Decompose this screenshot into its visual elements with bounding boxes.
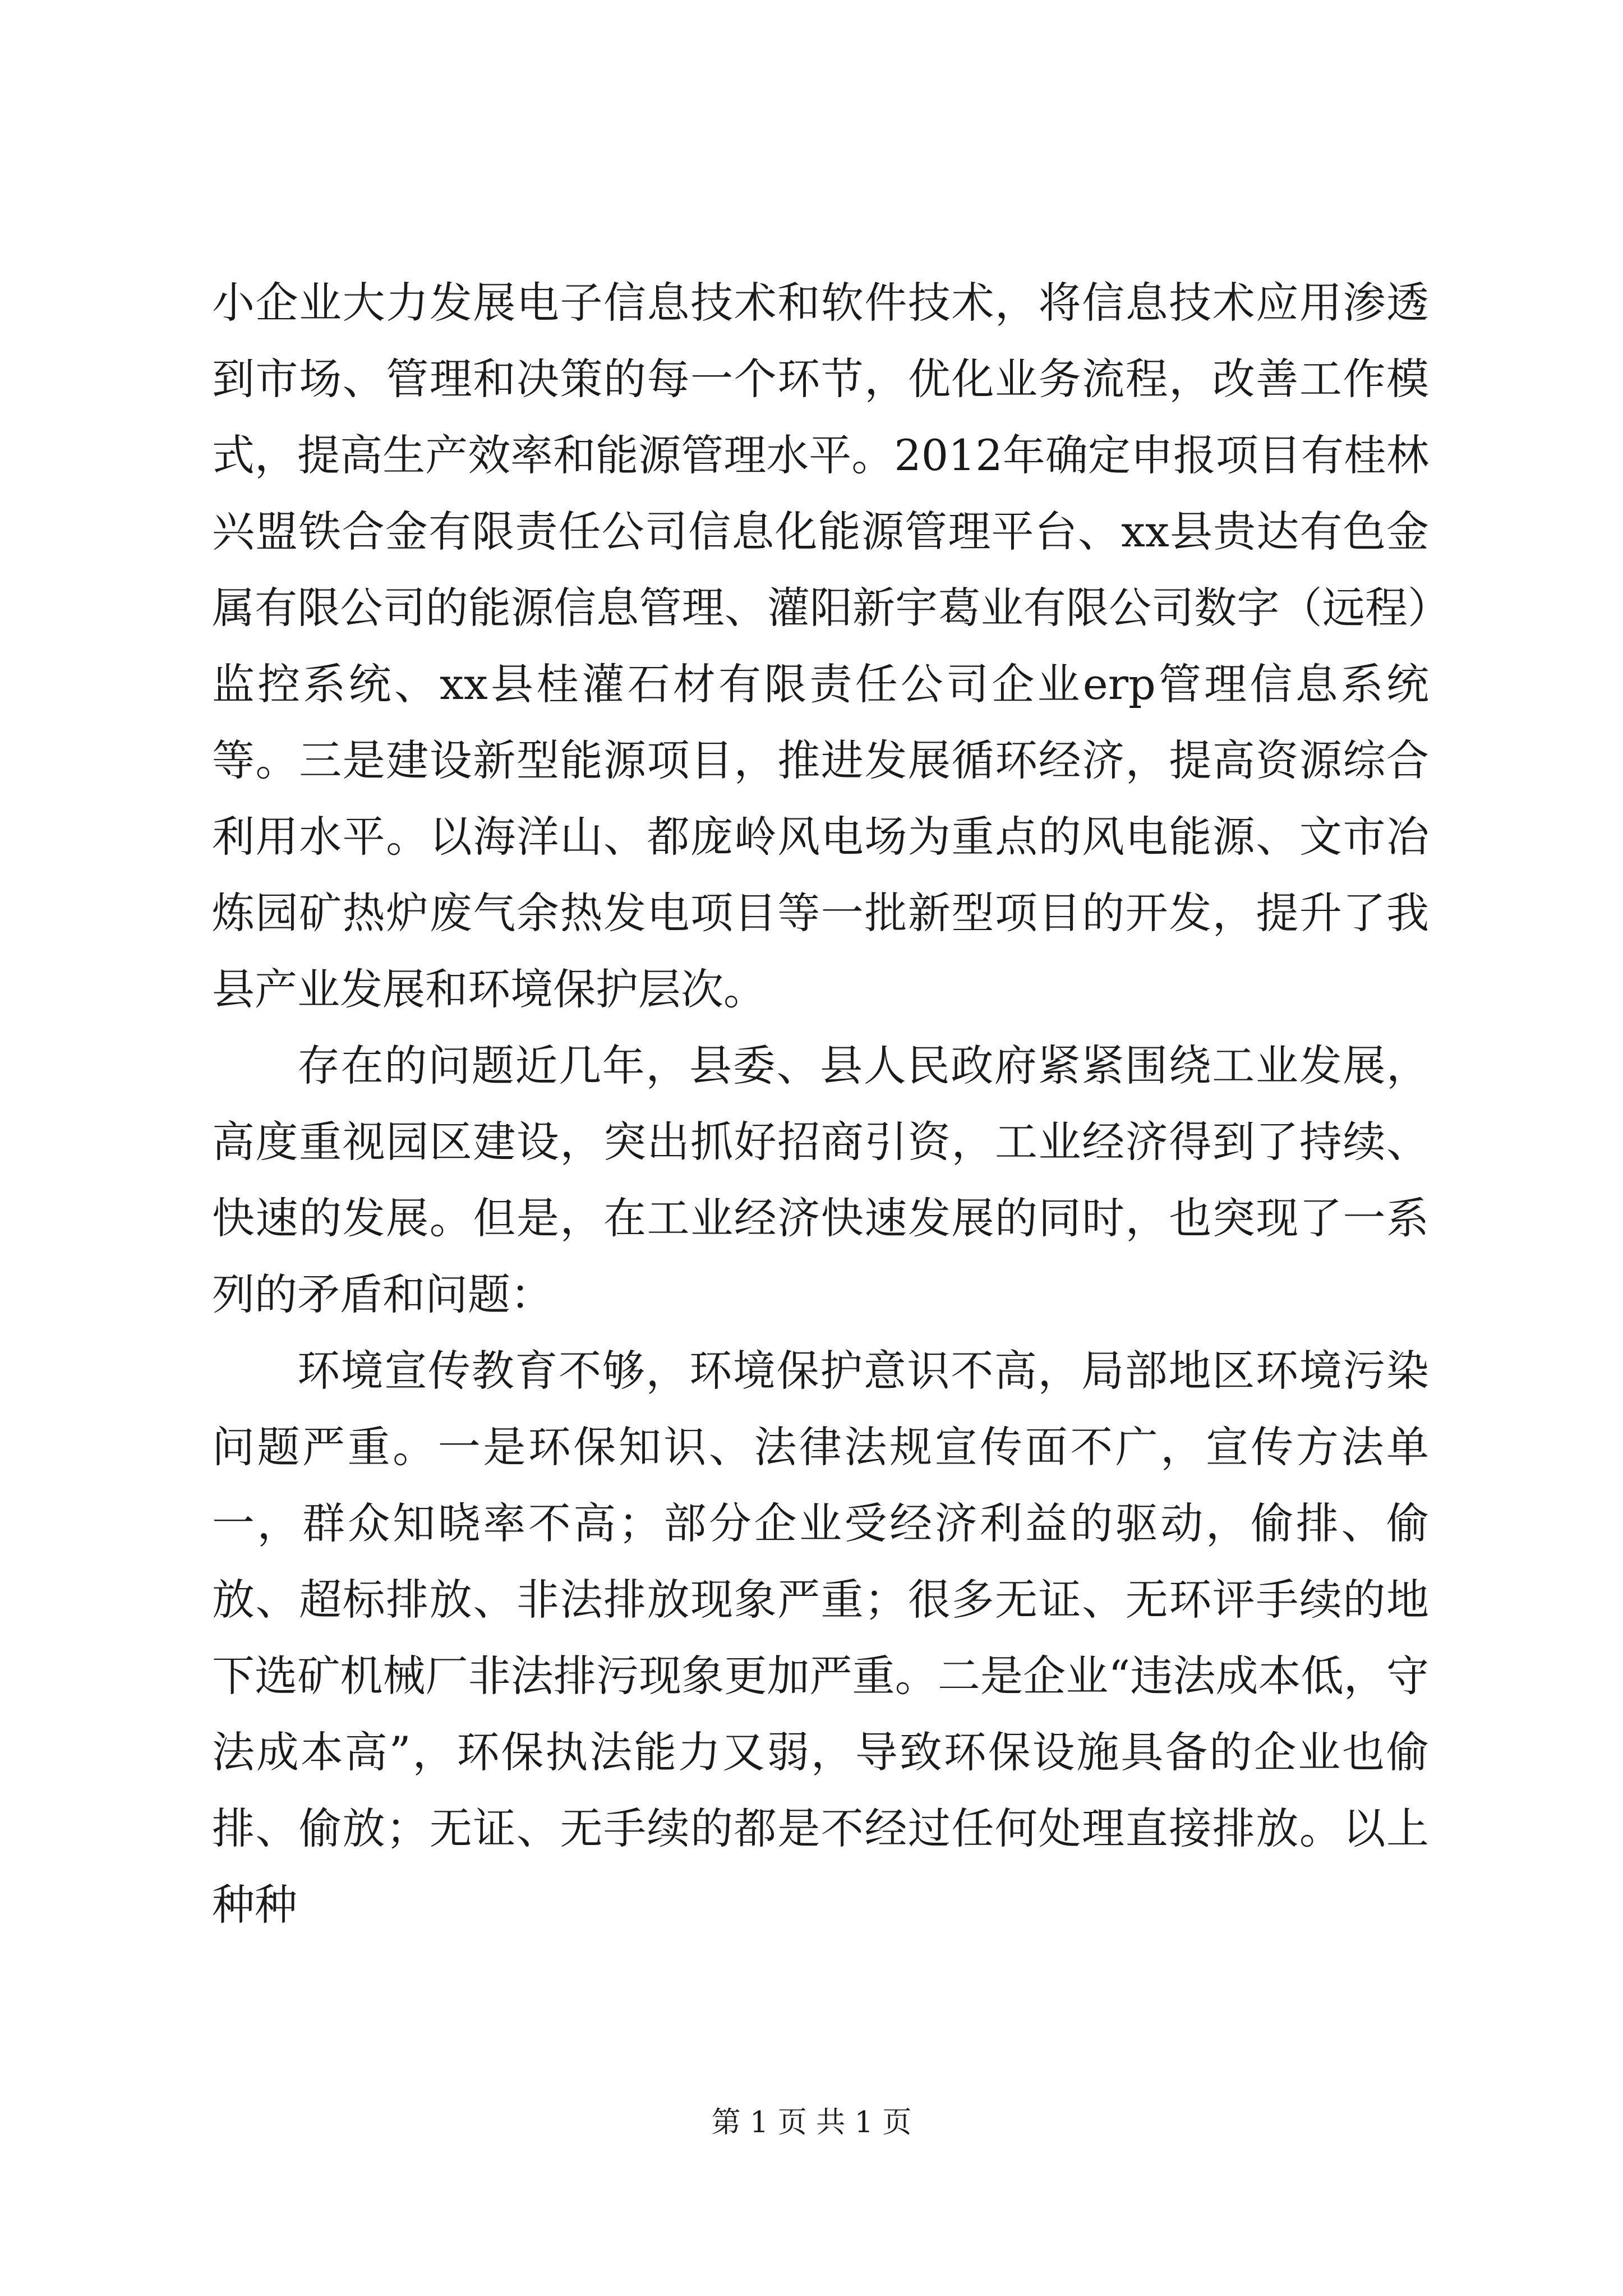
page-footer: 第 1 页 共 1 页: [711, 2106, 912, 2139]
paragraph-2: 存在的问题近几年，县委、县人民政府紧紧围绕工业发展，高度重视园区建设，突出抓好招商引资，工业经济得到了持续、快速的发展。但是，在工业经济快速发展的同时，也突现了一系列的矛盾和问题：: [212, 1041, 1429, 1319]
paragraph-3: 环境宣传教育不够，环境保护意识不高，局部地区环境污染问题严重。一是环保知识、法律法规宣传面不广，宣传方法单一，群众知晓率不高；部分企业受经济利益的驱动，偷排、偷放、超标排放、非法排放现象严重；很多无证、无环评手续的地下选矿机械厂非法排污现象更加严重。二是企业“违法成本低，守法成本高”，环保执法能力又弱，导致环保设施具备的企业也偷排、偷放；无证、无手续的都是不经过任何处理直接排放。以上种种: [212, 1346, 1429, 1930]
document-body: [212, 265, 1429, 1943]
paragraph-1: 小企业大力发展电子信息技术和软件技术，将信息技术应用渗透到市场、管理和决策的每一个环节，优化业务流程，改善工作模式，提高生产效率和能源管理水平。2012年确定申报项目有桂林兴盟铁合金有限责任公司信息化能源管理平台、xx县贵达有色金属有限公司的能源信息管理、灌阳新宇葛业有限公司数字（远程）监控系统、xx县桂灌石材有限责任公司企业erp管理信息系统等。三是建设新型能源项目，推进发展循环经济，提高资源综合利用水平。以海洋山、都庞岭风电场为重点的风电能源、文市冶炼园矿热炉废气余热发电项目等一批新型项目的开发，提升了我县产业发展和环境保护层次。: [212, 278, 1429, 1014]
